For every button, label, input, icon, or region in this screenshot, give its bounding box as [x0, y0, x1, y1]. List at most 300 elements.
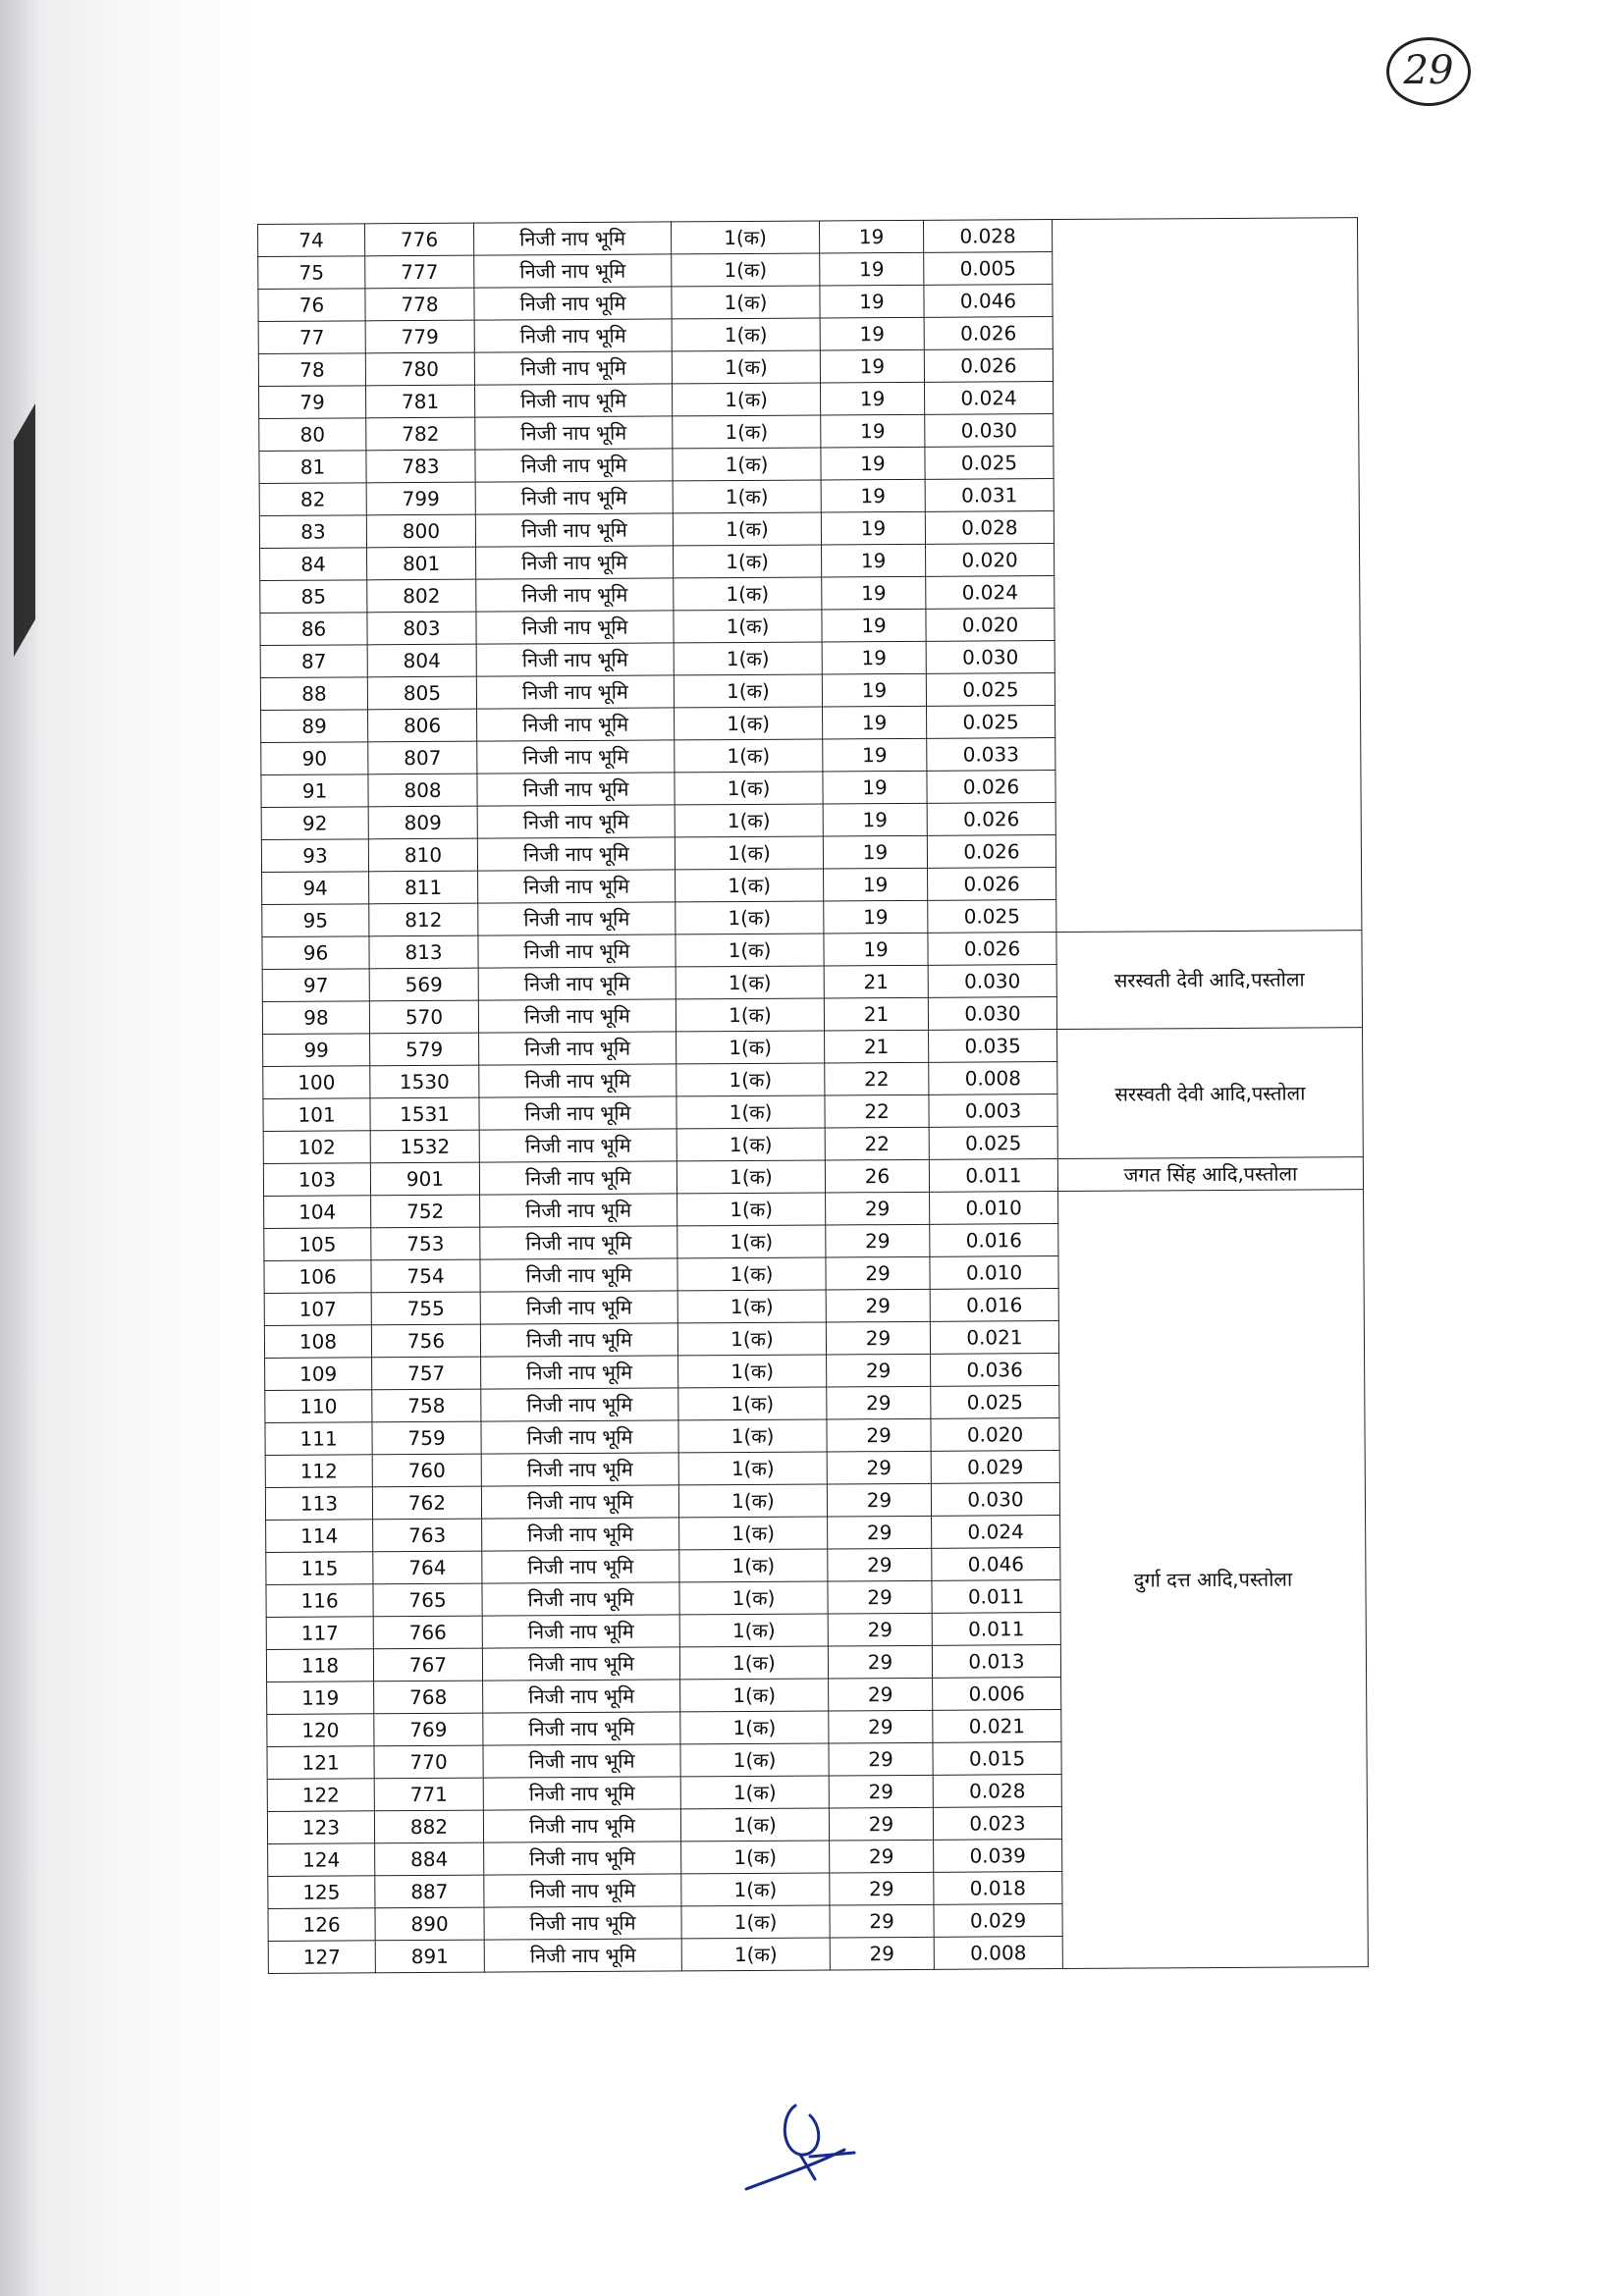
class-cell: 1(क): [673, 383, 821, 416]
land-type-cell: निजी नाप भूमि: [478, 870, 676, 903]
area-cell: 0.026: [928, 933, 1056, 966]
number-cell: 19: [823, 835, 927, 869]
class-cell: 1(क): [681, 1873, 830, 1906]
number-cell: 29: [829, 1742, 933, 1776]
number-cell: 29: [826, 1224, 930, 1257]
class-cell: 1(क): [674, 674, 822, 708]
owner-cell: [1052, 218, 1361, 933]
area-cell: 0.023: [933, 1807, 1061, 1841]
class-cell: 1(क): [678, 1452, 827, 1485]
number-cell: 19: [822, 576, 926, 610]
serial-number-cell: 80: [259, 418, 366, 452]
serial-number-cell: 76: [258, 289, 365, 322]
khasra-number-cell: 884: [375, 1842, 484, 1876]
number-cell: 26: [825, 1159, 929, 1193]
class-cell: 1(क): [671, 221, 819, 254]
land-type-cell: निजी नाप भूमि: [477, 837, 675, 871]
land-type-cell: निजी नाप भूमि: [474, 319, 672, 352]
table-row: [264, 1190, 1364, 1229]
land-type-cell: निजी नाप भूमि: [478, 999, 676, 1033]
owner-cell: सरस्वती देवी आदि,पस्तोला: [1057, 1028, 1364, 1159]
class-cell: 1(क): [676, 869, 824, 902]
serial-number-cell: 108: [264, 1325, 371, 1359]
class-cell: 1(क): [678, 1484, 827, 1518]
area-cell: 0.020: [926, 609, 1055, 642]
khasra-number-cell: 754: [371, 1259, 480, 1293]
khasra-number-cell: 770: [374, 1745, 483, 1779]
class-cell: 1(क): [676, 1095, 825, 1129]
number-cell: 29: [826, 1192, 930, 1225]
page-fold-shadow: [14, 403, 35, 657]
land-type-cell: निजी नाप भूमि: [484, 1939, 681, 1972]
area-cell: 0.018: [934, 1872, 1062, 1905]
number-cell: 19: [821, 382, 925, 415]
land-type-cell: निजी नाप भूमि: [474, 254, 672, 288]
land-type-cell: निजी नाप भूमि: [479, 1064, 676, 1097]
table-row: [262, 931, 1362, 970]
land-type-cell: निजी नाप भूमि: [483, 1712, 680, 1745]
class-cell: 1(क): [677, 1225, 826, 1258]
serial-number-cell: 103: [263, 1163, 370, 1197]
land-type-cell: निजी नाप भूमि: [480, 1323, 677, 1357]
serial-number-cell: 101: [263, 1098, 370, 1132]
area-cell: 0.006: [933, 1678, 1061, 1711]
serial-number-cell: 88: [260, 677, 367, 711]
serial-number-cell: 74: [258, 224, 365, 257]
area-cell: 0.024: [924, 382, 1053, 415]
number-cell: 19: [821, 447, 925, 480]
area-cell: 0.031: [925, 479, 1054, 512]
number-cell: 29: [827, 1418, 931, 1452]
land-type-cell: निजी नाप भूमि: [482, 1615, 679, 1648]
area-cell: 0.015: [933, 1742, 1061, 1776]
area-cell: 0.046: [932, 1548, 1060, 1581]
land-type-cell: निजी नाप भूमि: [482, 1518, 679, 1551]
land-type-cell: निजी नाप भूमि: [480, 1226, 677, 1259]
class-cell: 1(क): [678, 1355, 827, 1388]
serial-number-cell: 107: [264, 1293, 371, 1326]
number-cell: 21: [824, 965, 928, 998]
serial-number-cell: 119: [267, 1682, 374, 1715]
khasra-number-cell: 812: [369, 903, 478, 936]
khasra-number-cell: 768: [374, 1681, 483, 1714]
serial-number-cell: 113: [265, 1487, 372, 1521]
khasra-number-cell: 771: [374, 1778, 483, 1811]
signature: [727, 2096, 923, 2194]
number-cell: 19: [820, 252, 924, 286]
khasra-number-cell: 752: [371, 1195, 480, 1228]
number-cell: 19: [823, 771, 927, 804]
folio-number: 29: [1386, 37, 1471, 106]
number-cell: 29: [827, 1386, 931, 1419]
serial-number-cell: 84: [260, 548, 367, 581]
khasra-number-cell: 766: [373, 1616, 482, 1649]
number-cell: 29: [827, 1483, 931, 1517]
area-cell: 0.026: [927, 803, 1055, 836]
class-cell: 1(क): [676, 1128, 825, 1161]
land-type-cell: निजी नाप भूमि: [484, 1842, 681, 1875]
khasra-number-cell: 891: [375, 1940, 484, 1973]
class-cell: 1(क): [678, 1419, 827, 1453]
number-cell: 22: [825, 1127, 929, 1160]
khasra-number-cell: 777: [365, 255, 474, 289]
khasra-number-cell: 759: [372, 1421, 481, 1455]
land-type-cell: निजी नाप भूमि: [483, 1744, 680, 1778]
area-cell: 0.030: [926, 641, 1055, 674]
class-cell: 1(क): [681, 1938, 830, 1971]
khasra-number-cell: 887: [375, 1875, 484, 1908]
number-cell: 19: [822, 609, 926, 642]
class-cell: 1(क): [677, 1322, 826, 1356]
khasra-number-cell: 803: [367, 612, 476, 645]
class-cell: 1(क): [679, 1549, 828, 1582]
serial-number-cell: 91: [261, 774, 368, 808]
class-cell: 1(क): [674, 545, 822, 578]
land-type-cell: निजी नाप भूमि: [477, 740, 675, 774]
land-type-cell: निजी नाप भूमि: [476, 578, 674, 612]
khasra-number-cell: 756: [371, 1324, 480, 1358]
serial-number-cell: 90: [261, 742, 368, 775]
land-type-cell: निजी नाप भूमि: [482, 1550, 679, 1583]
khasra-number-cell: 807: [368, 741, 477, 774]
number-cell: 19: [821, 479, 925, 512]
khasra-number-cell: 813: [369, 935, 478, 969]
class-cell: 1(क): [675, 739, 823, 773]
owner-cell: दुर्गा दत्त आदि,पस्तोला: [1058, 1190, 1369, 1969]
area-cell: 0.028: [923, 220, 1052, 253]
number-cell: 29: [830, 1904, 934, 1938]
class-cell: 1(क): [680, 1743, 829, 1777]
serial-number-cell: 102: [263, 1131, 370, 1164]
land-type-cell: निजी नाप भूमि: [481, 1485, 678, 1519]
serial-number-cell: 105: [264, 1228, 371, 1261]
land-type-cell: निजी नाप भूमि: [480, 1258, 677, 1292]
area-cell: 0.010: [930, 1256, 1058, 1290]
area-cell: 0.026: [927, 835, 1055, 869]
serial-number-cell: 110: [265, 1390, 372, 1423]
table-row: [258, 218, 1358, 257]
land-type-cell: निजी नाप भूमि: [481, 1420, 678, 1454]
serial-number-cell: 82: [259, 483, 366, 516]
land-type-cell: निजी नाप भूमि: [483, 1777, 680, 1810]
area-cell: 0.035: [929, 1030, 1057, 1063]
area-cell: 0.036: [931, 1354, 1059, 1387]
khasra-number-cell: 769: [374, 1713, 483, 1746]
land-type-cell: निजी नाप भूमि: [479, 1096, 676, 1130]
class-cell: 1(क): [675, 772, 823, 805]
number-cell: 29: [826, 1289, 930, 1322]
land-type-cell: निजी नाप भूमि: [479, 1129, 676, 1162]
area-cell: 0.026: [928, 868, 1056, 901]
khasra-number-cell: 762: [372, 1486, 481, 1520]
serial-number-cell: 117: [266, 1617, 373, 1650]
class-cell: 1(क): [674, 642, 822, 675]
serial-number-cell: 126: [268, 1908, 375, 1942]
khasra-number-cell: 778: [365, 288, 474, 321]
serial-number-cell: 120: [267, 1714, 374, 1747]
khasra-number-cell: 811: [369, 871, 478, 904]
number-cell: 19: [822, 544, 926, 577]
number-cell: 29: [827, 1451, 931, 1484]
number-cell: 19: [824, 933, 928, 966]
area-cell: 0.030: [928, 965, 1056, 998]
land-type-cell: निजी नाप भूमि: [477, 708, 675, 741]
area-cell: 0.013: [932, 1645, 1060, 1679]
serial-number-cell: 100: [263, 1066, 370, 1099]
serial-number-cell: 123: [267, 1811, 374, 1844]
land-type-cell: निजी नाप भूमि: [474, 287, 672, 320]
area-cell: 0.024: [926, 576, 1055, 610]
serial-number-cell: 92: [261, 807, 368, 840]
area-cell: 0.026: [924, 317, 1053, 350]
land-type-cell: निजी नाप भूमि: [477, 773, 675, 806]
khasra-number-cell: 783: [366, 450, 475, 483]
class-cell: 1(क): [673, 448, 821, 481]
khasra-number-cell: 882: [374, 1810, 483, 1843]
land-type-cell: निजी नाप भूमि: [483, 1680, 680, 1713]
class-cell: 1(क): [679, 1517, 828, 1550]
class-cell: 1(क): [676, 934, 824, 967]
number-cell: 19: [824, 868, 928, 901]
class-cell: 1(क): [672, 350, 820, 384]
class-cell: 1(क): [677, 1193, 826, 1226]
serial-number-cell: 75: [258, 256, 365, 290]
number-cell: 29: [828, 1645, 932, 1679]
khasra-number-cell: 760: [372, 1454, 481, 1487]
area-cell: 0.021: [930, 1321, 1058, 1355]
class-cell: 1(क): [675, 707, 823, 740]
class-cell: 1(क): [673, 480, 821, 513]
land-type-cell: निजी नाप भूमि: [479, 1161, 676, 1195]
table-row: [263, 1028, 1363, 1067]
land-type-cell: निजी नाप भूमि: [476, 546, 674, 579]
number-cell: 29: [829, 1775, 933, 1808]
area-cell: 0.005: [924, 252, 1053, 286]
khasra-number-cell: 809: [368, 806, 477, 839]
number-cell: 29: [828, 1548, 932, 1581]
class-cell: 1(क): [676, 1063, 825, 1096]
class-cell: 1(क): [681, 1905, 830, 1939]
serial-number-cell: 112: [265, 1455, 372, 1488]
class-cell: 1(क): [679, 1646, 828, 1680]
area-cell: 0.016: [930, 1289, 1058, 1322]
class-cell: 1(क): [680, 1711, 829, 1744]
number-cell: 22: [825, 1062, 929, 1095]
land-type-cell: निजी नाप भूमि: [473, 222, 671, 255]
number-cell: 29: [827, 1354, 931, 1387]
owner-cell: जगत सिंह आदि,पस्तोला: [1057, 1157, 1363, 1192]
class-cell: 1(क): [680, 1808, 829, 1842]
number-cell: 19: [821, 414, 925, 448]
serial-number-cell: 122: [267, 1779, 374, 1812]
number-cell: 19: [820, 285, 924, 318]
number-cell: 22: [825, 1095, 929, 1128]
number-cell: 19: [824, 900, 928, 934]
land-type-cell: निजी नाप भूमि: [474, 351, 672, 385]
land-type-cell: निजी नाप भूमि: [475, 481, 673, 514]
khasra-number-cell: 763: [373, 1519, 482, 1552]
land-type-cell: निजी नाप भूमि: [479, 1032, 676, 1065]
area-cell: 0.011: [929, 1159, 1057, 1193]
khasra-number-cell: 758: [372, 1389, 481, 1422]
khasra-number-cell: 757: [372, 1357, 481, 1390]
class-cell: 1(क): [675, 804, 823, 837]
class-cell: 1(क): [679, 1581, 828, 1615]
area-cell: 0.016: [930, 1224, 1058, 1257]
area-cell: 0.008: [929, 1062, 1057, 1095]
class-cell: 1(क): [672, 253, 820, 287]
owner-cell: सरस्वती देवी आदि,पस्तोला: [1056, 931, 1363, 1030]
khasra-number-cell: 781: [366, 385, 475, 418]
serial-number-cell: 109: [265, 1358, 372, 1391]
serial-number-cell: 81: [259, 451, 366, 484]
number-cell: 29: [828, 1580, 932, 1614]
area-cell: 0.020: [926, 544, 1055, 577]
land-type-cell: निजी नाप भूमि: [475, 416, 673, 450]
land-type-cell: निजी नाप भूमि: [481, 1453, 678, 1486]
area-cell: 0.011: [932, 1613, 1060, 1646]
khasra-number-cell: 753: [371, 1227, 480, 1260]
number-cell: 19: [819, 220, 923, 253]
land-type-cell: निजी नाप भूमि: [480, 1194, 677, 1227]
khasra-number-cell: 810: [368, 838, 477, 872]
khasra-number-cell: 1530: [370, 1065, 479, 1098]
land-type-cell: निजी नाप भूमि: [484, 1874, 681, 1907]
khasra-number-cell: 782: [366, 417, 475, 451]
serial-number-cell: 77: [258, 321, 365, 354]
class-cell: 1(क): [681, 1841, 830, 1874]
number-cell: 29: [829, 1678, 933, 1711]
land-type-cell: निजी नाप भूमि: [484, 1906, 681, 1940]
land-type-cell: निजी नाप भूमि: [476, 643, 674, 676]
khasra-number-cell: 776: [365, 223, 474, 256]
serial-number-cell: 85: [260, 580, 367, 614]
khasra-number-cell: 570: [369, 1000, 478, 1034]
number-cell: 19: [822, 641, 926, 674]
class-cell: 1(क): [680, 1776, 829, 1809]
number-cell: 29: [830, 1937, 934, 1970]
serial-number-cell: 83: [259, 515, 366, 549]
khasra-number-cell: 804: [367, 644, 476, 677]
land-type-cell: निजी नाप भूमि: [481, 1388, 678, 1421]
khasra-number-cell: 805: [367, 676, 476, 710]
number-cell: 19: [823, 738, 927, 772]
class-cell: 1(क): [675, 836, 823, 870]
land-type-cell: निजी नाप भूमि: [476, 675, 674, 709]
area-cell: 0.033: [927, 738, 1055, 772]
khasra-number-cell: 806: [368, 709, 477, 742]
serial-number-cell: 124: [268, 1843, 375, 1877]
class-cell: 1(क): [674, 610, 822, 643]
area-cell: 0.030: [931, 1483, 1059, 1517]
serial-number-cell: 79: [259, 386, 366, 419]
khasra-number-cell: 569: [369, 968, 478, 1001]
khasra-number-cell: 808: [368, 774, 477, 807]
area-cell: 0.003: [929, 1095, 1057, 1128]
land-type-cell: निजी नाप भूमि: [475, 449, 673, 482]
serial-number-cell: 95: [262, 904, 369, 937]
area-cell: 0.026: [927, 771, 1055, 804]
land-type-cell: निजी नाप भूमि: [482, 1582, 679, 1616]
area-cell: 0.025: [925, 447, 1054, 480]
khasra-number-cell: 780: [365, 352, 474, 386]
area-cell: 0.021: [933, 1710, 1061, 1743]
class-cell: 1(क): [676, 966, 824, 999]
area-cell: 0.029: [931, 1451, 1059, 1484]
area-cell: 0.028: [933, 1775, 1061, 1808]
area-cell: 0.046: [924, 285, 1053, 318]
area-cell: 0.025: [927, 706, 1055, 739]
serial-number-cell: 104: [264, 1196, 371, 1229]
area-cell: 0.025: [929, 1127, 1057, 1160]
khasra-number-cell: 1532: [370, 1130, 479, 1163]
class-cell: 1(क): [677, 1290, 826, 1323]
number-cell: 19: [820, 317, 924, 350]
khasra-number-cell: 755: [371, 1292, 480, 1325]
area-cell: 0.039: [934, 1840, 1062, 1873]
land-type-cell: निजी नाप भूमि: [475, 384, 673, 417]
number-cell: 29: [829, 1710, 933, 1743]
number-cell: 19: [821, 511, 925, 545]
class-cell: 1(क): [673, 415, 821, 449]
serial-number-cell: 111: [265, 1422, 372, 1456]
serial-number-cell: 78: [258, 353, 365, 387]
area-cell: 0.011: [932, 1580, 1060, 1614]
number-cell: 29: [830, 1840, 934, 1873]
land-type-cell: निजी नाप भूमि: [478, 934, 676, 968]
land-type-cell: निजी नाप भूमि: [482, 1647, 679, 1681]
number-cell: 29: [828, 1516, 932, 1549]
land-type-cell: निजी नाप भूमि: [477, 805, 675, 838]
land-type-cell: निजी नाप भूमि: [483, 1809, 680, 1842]
khasra-number-cell: 765: [373, 1583, 482, 1617]
area-cell: 0.025: [928, 900, 1056, 934]
serial-number-cell: 94: [262, 872, 369, 905]
class-cell: 1(क): [672, 286, 820, 319]
class-cell: 1(क): [676, 1160, 825, 1194]
class-cell: 1(क): [677, 1257, 826, 1291]
serial-number-cell: 118: [266, 1649, 373, 1682]
number-cell: 29: [828, 1613, 932, 1646]
khasra-number-cell: 890: [375, 1907, 484, 1941]
class-cell: 1(क): [679, 1614, 828, 1647]
serial-number-cell: 125: [268, 1876, 375, 1909]
land-type-cell: निजी नाप भूमि: [480, 1291, 677, 1324]
class-cell: 1(क): [672, 318, 820, 351]
class-cell: 1(क): [674, 577, 822, 611]
serial-number-cell: 116: [266, 1584, 373, 1618]
number-cell: 21: [825, 1030, 929, 1063]
khasra-number-cell: 1531: [370, 1097, 479, 1131]
serial-number-cell: 96: [262, 936, 369, 970]
number-cell: 19: [823, 706, 927, 739]
class-cell: 1(क): [680, 1679, 829, 1712]
land-type-cell: निजी नाप भूमि: [478, 902, 676, 935]
land-type-cell: निजी नाप भूमि: [476, 611, 674, 644]
class-cell: 1(क): [676, 1031, 825, 1064]
serial-number-cell: 97: [262, 969, 369, 1002]
class-cell: 1(क): [676, 901, 824, 934]
number-cell: 29: [830, 1872, 934, 1905]
khasra-number-cell: 801: [367, 547, 476, 580]
class-cell: 1(क): [673, 512, 821, 546]
class-cell: 1(क): [678, 1387, 827, 1420]
serial-number-cell: 89: [261, 710, 368, 743]
number-cell: 29: [826, 1321, 930, 1355]
khasra-number-cell: 579: [370, 1033, 479, 1066]
area-cell: 0.025: [931, 1386, 1059, 1419]
area-cell: 0.020: [931, 1418, 1059, 1452]
